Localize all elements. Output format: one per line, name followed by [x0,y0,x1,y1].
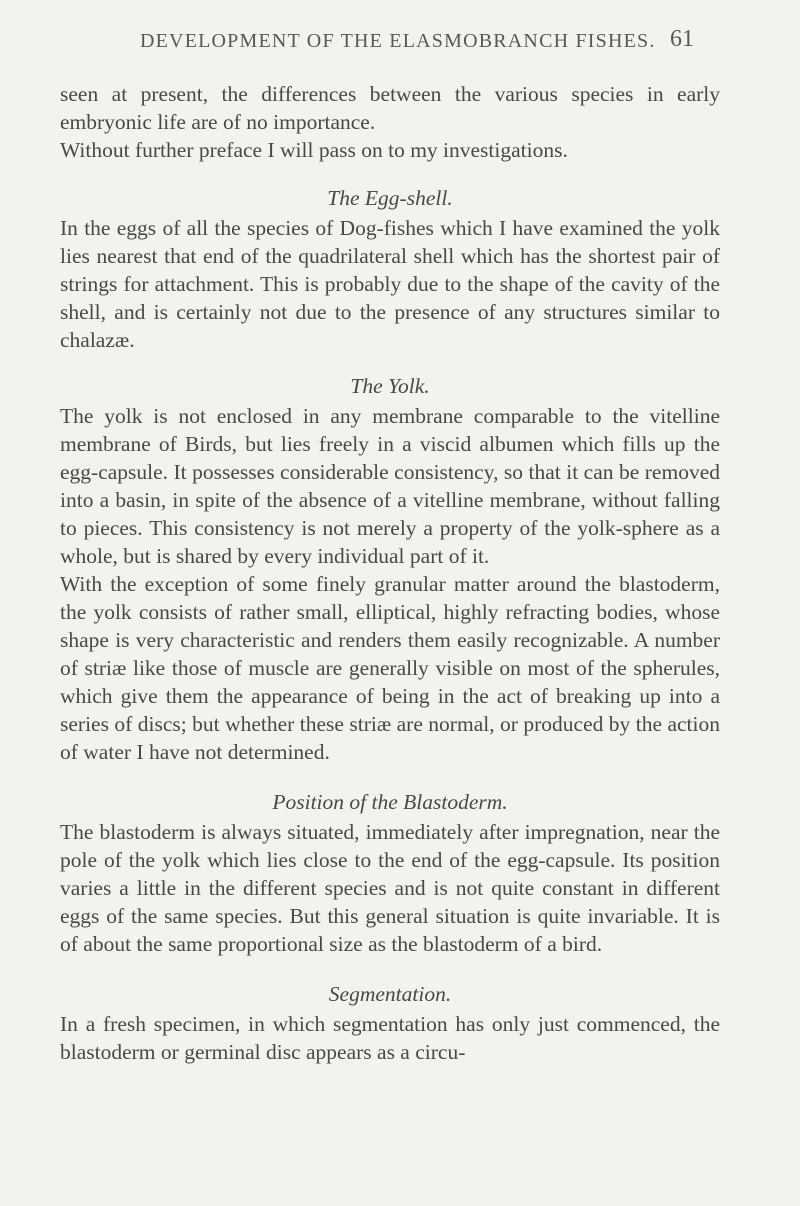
page-number: 61 [670,26,694,52]
intro-paragraph: seen at present, the differences between the various species in early embryonic life are of no importance. [60,82,720,134]
body-text [60,80,720,1066]
heading-segmentation: Segmentation. [328,982,452,1006]
paragraph-yolk-1: The yolk is not enclosed in any membrane comparable to the vitelline membrane of Birds, but lies freely in a viscid albumen which fills up the egg-capsule. It possesses considerable consistency, so that it can be removed into a basin, in spite of the absence of a vitelline membrane, without falling to pieces. This consistency is not merely a property of the yolk-sphere as a whole, but is shared by every individual part of it. [60,404,720,568]
paragraph-yolk-2: With the exception of some finely granular matter around the blastoderm, the yolk consists of rather small, elliptical, highly refracting bodies, whose shape is very characteristic and renders them easily recognizable. A number of striæ like those of muscle are generally visible on most of the spherules, which give them the appearance of being in the act of breaking up into a series of discs; but whether these striæ are normal, or produced by the action of water I have not determined. [60,572,720,764]
heading-egg-shell: The Egg-shell. [327,186,453,210]
heading-blastoderm-position: Position of the Blastoderm. [272,790,508,814]
heading-yolk: The Yolk. [350,374,430,398]
paragraph-egg-shell: In the eggs of all the species of Dog-fishes which I have examined the yolk lies nearest that end of the quadrilateral shell which has the shortest pair of strings for attachment. This is probably due to the shape of the cavity of the shell, and is certainly not due to the presence of any structures similar to chalazæ. [60,216,720,352]
intro-paragraph-2: Without further preface I will pass on to my investigations. [60,138,568,162]
paragraph-blastoderm-position: The blastoderm is always situated, immediately after impregnation, near the pole of the yolk which lies close to the end of the egg-capsule. Its position varies a little in the different species and is not quite constant in different eggs of the same species. But this general situation is quite invariable. It is of about the same proportional size as the blastoderm of a bird. [60,820,720,956]
running-head: DEVELOPMENT OF THE ELASMOBRANCH FISHES. [140,30,656,52]
page-header [0,22,800,62]
paragraph-segmentation: In a fresh specimen, in which segmentation has only just commenced, the blastoderm or germinal disc appears as a circu- [60,1012,720,1064]
